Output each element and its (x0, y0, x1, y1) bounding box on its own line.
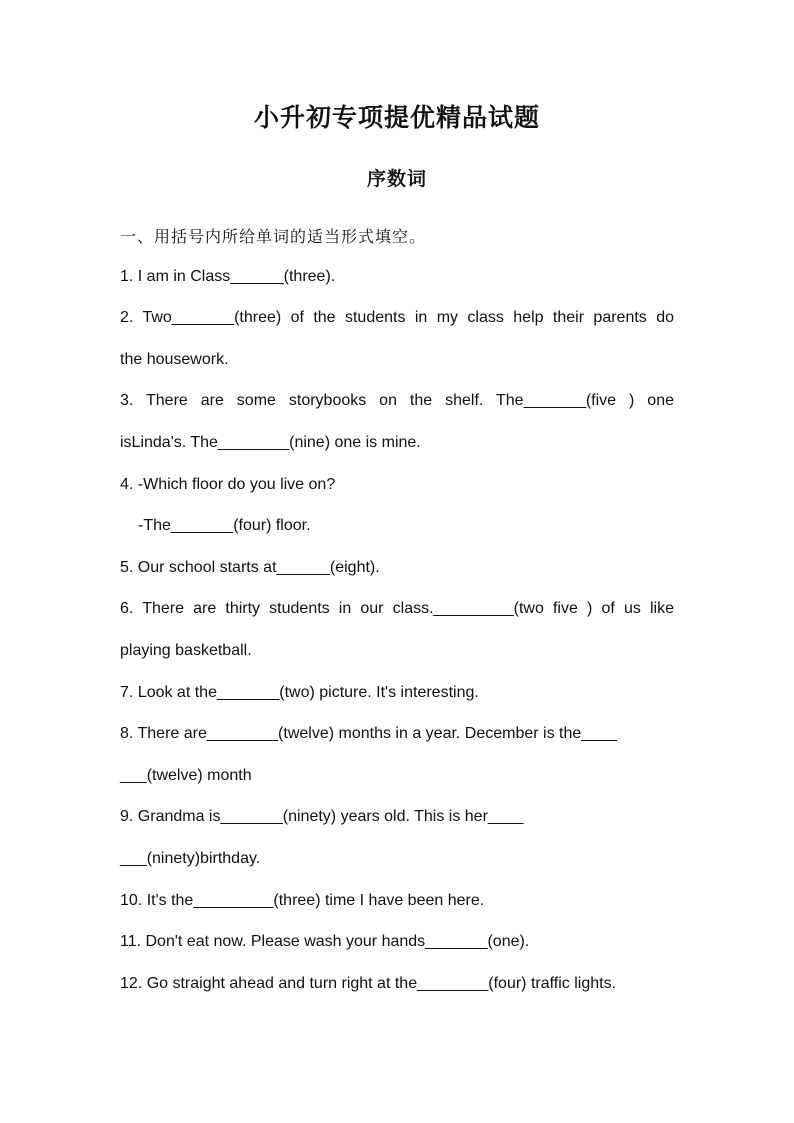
question-6: 6. There are thirty students in our class._________(two five ) of us like (120, 600, 674, 617)
question-1: 1. I am in Class______(three). (120, 268, 336, 285)
question-9-continued: ___(ninety)birthday. (120, 850, 261, 867)
question-3: 3. There are some storybooks on the shelf. The_______(five ) one (120, 392, 674, 409)
question-3-continued: isLinda's. The________(nine) one is mine. (120, 434, 421, 451)
question-8-continued: ___(twelve) month (120, 767, 252, 784)
question-6-continued: playing basketball. (120, 642, 252, 659)
question-11: 11. Don't eat now. Please wash your hands_______(one). (120, 933, 530, 950)
question-10: 10. It's the_________(three) time I have been here. (120, 892, 485, 909)
question-8: 8. There are________(twelve) months in a year. December is the____ (120, 725, 617, 742)
question-4-answer-line: -The_______(four) floor. (138, 517, 311, 534)
question-2: 2. Two_______(three) of the students in my class help their parents do (120, 309, 674, 326)
question-12: 12. Go straight ahead and turn right at the________(four) traffic lights. (120, 975, 617, 992)
question-5: 5. Our school starts at______(eight). (120, 559, 380, 576)
question-4: 4. -Which floor do you live on? (120, 476, 336, 493)
question-2-continued: the housework. (120, 351, 229, 368)
page-title: 小升初专项提优精品试题 (253, 103, 540, 132)
question-9: 9. Grandma is_______(ninety) years old. This is her____ (120, 808, 524, 825)
question-7: 7. Look at the_______(two) picture. It's interesting. (120, 684, 479, 701)
page-subtitle: 序数词 (366, 168, 427, 190)
section-heading: 一、用括号内所给单词的适当形式填空。 (120, 227, 427, 246)
